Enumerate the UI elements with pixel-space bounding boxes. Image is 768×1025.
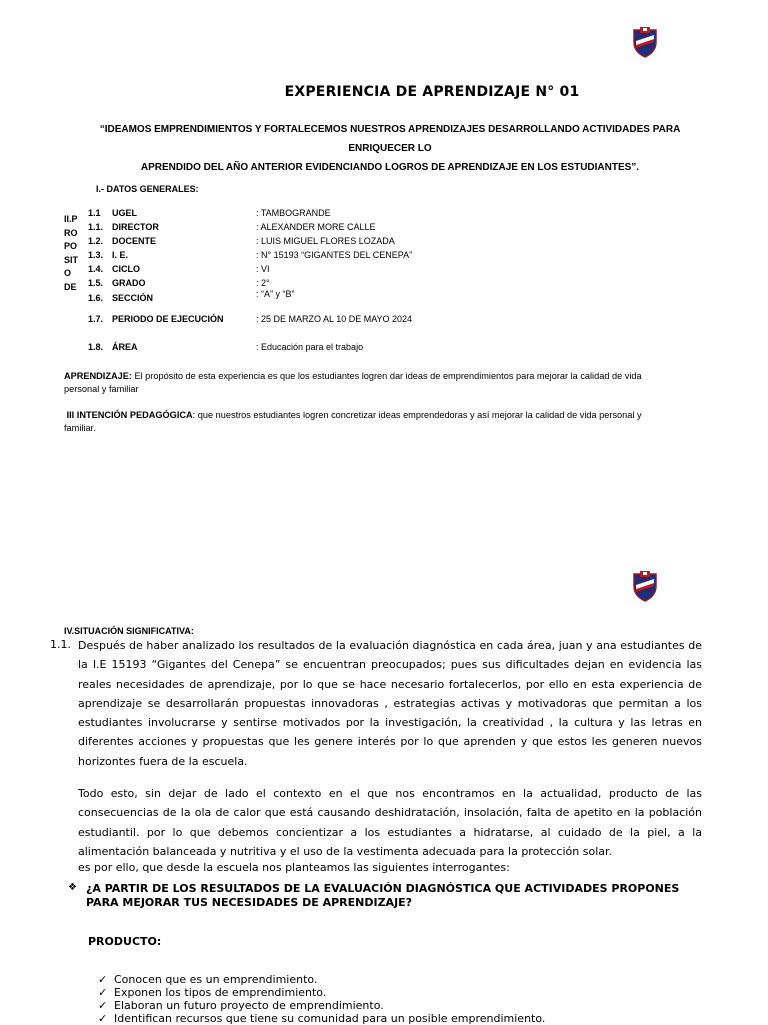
datos-label: PERIODO DE EJECUCIÓN — [112, 314, 224, 324]
product-checklist — [98, 973, 545, 1025]
datos-number: 1.1. — [88, 222, 104, 232]
check-icon: ✓ — [98, 973, 108, 986]
datos-number: 1.8. — [88, 342, 104, 352]
datos-value: : VI — [256, 264, 270, 274]
intencion-paragraph — [64, 409, 714, 435]
situacion-paragraph-3: es por ello, que desde la escuela nos planteamos las siguientes interrogantes: — [78, 861, 510, 874]
check-icon: ✓ — [98, 999, 108, 1012]
checklist-item-text: Conocen que es un emprendimiento. — [114, 973, 318, 986]
producto-label: PRODUCTO: — [88, 935, 162, 948]
datos-number: 1.3. — [88, 250, 104, 260]
datos-value: : N° 15193 “GIGANTES DEL CENEPA” — [256, 250, 413, 260]
experience-subtitle — [70, 120, 710, 177]
section-heading-situacion-significativa: IV.SITUACIÓN SIGNIFICATIVA: — [64, 626, 194, 636]
section-heading-datos-generales: I.- DATOS GENERALES: — [96, 184, 199, 194]
datos-number: 1.2. — [88, 236, 104, 246]
check-icon: ✓ — [98, 1012, 108, 1025]
school-crest-logo-page-2 — [632, 570, 658, 602]
checklist-item — [98, 973, 545, 986]
intencion-text-continued: familiar. — [64, 423, 96, 433]
side-word-line: PO — [64, 241, 78, 251]
datos-label: DIRECTOR — [112, 222, 159, 232]
intencion-label: III INTENCIÓN PEDAGÓGICA — [66, 410, 193, 420]
datos-number: 1.7. — [88, 314, 104, 324]
datos-value: : 25 DE MARZO AL 10 DE MAYO 2024 — [256, 314, 413, 324]
intencion-text: : que nuestros estudiantes logren concretizar ideas emprendedoras y así mejorar la calidad de vida personal y — [192, 410, 642, 420]
list-number: 1.1. — [50, 638, 71, 651]
datos-value: : 2° — [256, 278, 270, 288]
page-title: EXPERIENCIA DE APRENDIZAJE N° 01 — [284, 84, 580, 100]
aprendizaje-text: El propósito de esta experiencia es que los estudiantes logren dar ideas de emprendimientos para mejorar la calidad de vida — [131, 371, 642, 381]
datos-value: : LUIS MIGUEL FLORES LOZADA — [256, 236, 395, 246]
side-word-line: SIT — [64, 254, 79, 265]
datos-number: 1.1 — [88, 208, 101, 218]
datos-label: SECCIÓN — [112, 293, 154, 303]
side-word-line: II.P — [64, 214, 78, 224]
situacion-paragraph-2: Todo esto, sin dejar de lado el contexto en el que nos encontramos en la actualidad, producto de las consecuencias de la ola de calor que está causando deshidratación, insolación, falta de apetito en la población estudiantil. por lo que debemos concientizar a los estudiantes a hidratarse, al cuidado de la piel, a la alimentación balanceada y nutritiva y el uso de la vestimenta adecuada para la protección solar. — [78, 787, 702, 858]
school-crest-logo — [632, 26, 658, 58]
side-word-line: RO — [64, 227, 78, 238]
datos-label: GRADO — [112, 278, 146, 288]
datos-number: 1.5. — [88, 278, 104, 288]
subtitle-line-1: “IDEAMOS EMPRENDIMIENTOS Y FORTALECEMOS NUESTROS APRENDIZAJES DESARROLLANDO ACTIVIDADES PARA ENRIQUECER LO — [99, 124, 681, 154]
aprendizaje-text-continued: personal y familiar — [64, 384, 139, 394]
datos-label: CICLO — [112, 264, 140, 274]
datos-label: UGEL — [112, 208, 138, 218]
datos-value: : ALEXANDER MORE CALLE — [256, 222, 376, 232]
datos-label: I. E. — [112, 250, 129, 260]
checklist-item — [98, 986, 545, 999]
datos-value: : Educación para el trabajo — [256, 342, 364, 352]
subtitle-line-2: APRENDIDO DEL AÑO ANTERIOR EVIDENCIANDO LOGROS DE APRENDIZAJE EN LOS ESTUDIANTES”. — [140, 162, 640, 173]
checklist-item-text: Elaboran un futuro proyecto de emprendimiento. — [114, 999, 384, 1012]
datos-value: : “A” y “B” — [256, 289, 295, 299]
side-word-line: O — [64, 268, 72, 278]
side-word-line: DE — [64, 281, 77, 292]
aprendizaje-label: APRENDIZAJE: — [64, 371, 132, 381]
aprendizaje-paragraph — [64, 370, 714, 396]
datos-value: : TAMBOGRANDE — [256, 208, 331, 218]
checklist-item — [98, 999, 545, 1012]
datos-number: 1.6. — [88, 293, 104, 303]
check-icon: ✓ — [98, 986, 108, 999]
checklist-item — [98, 1012, 545, 1025]
checklist-item-text: Exponen los tipos de emprendimiento. — [114, 986, 327, 999]
guiding-question: ¿A PARTIR DE LOS RESULTADOS DE LA EVALUACIÓN DIAGNÓSTICA QUE ACTIVIDADES PROPONES PARA MEJORAR TUS NECESIDADES DE APRENDIZAJE? — [86, 882, 680, 909]
datos-number: 1.4. — [88, 264, 104, 274]
datos-label: ÁREA — [112, 342, 138, 352]
situacion-paragraph-1: Después de haber analizado los resultados de la evaluación diagnóstica en cada área, juan y ana estudiantes de la I.E 15193 “Gigantes del Cenepa” se encuentran preocupados; pues sus dificultades dejan en evidencia las reales necesidades de aprendizaje, por lo que se hace necesario fortalecerlos, por ello en esta experiencia de aprendizaje se desarrollarán propuestas innovadoras , estrategias activas y motivadoras que permitan a los estudiantes involucrarse y sentirse motivados por la investigación, la creatividad , la cultura y las letras en diferentes acciones y propuestas que les genere interés por lo que aprenden y que estos les generen nuevos horizontes fuera de la escuela. — [78, 639, 702, 768]
checklist-item-text: Identifican recursos que tiene su comunidad para un posible emprendimiento. — [114, 1012, 546, 1025]
datos-label: DOCENTE — [112, 236, 157, 246]
diamond-bullet-icon: ❖ — [68, 882, 77, 893]
side-word-proposito — [64, 213, 84, 294]
